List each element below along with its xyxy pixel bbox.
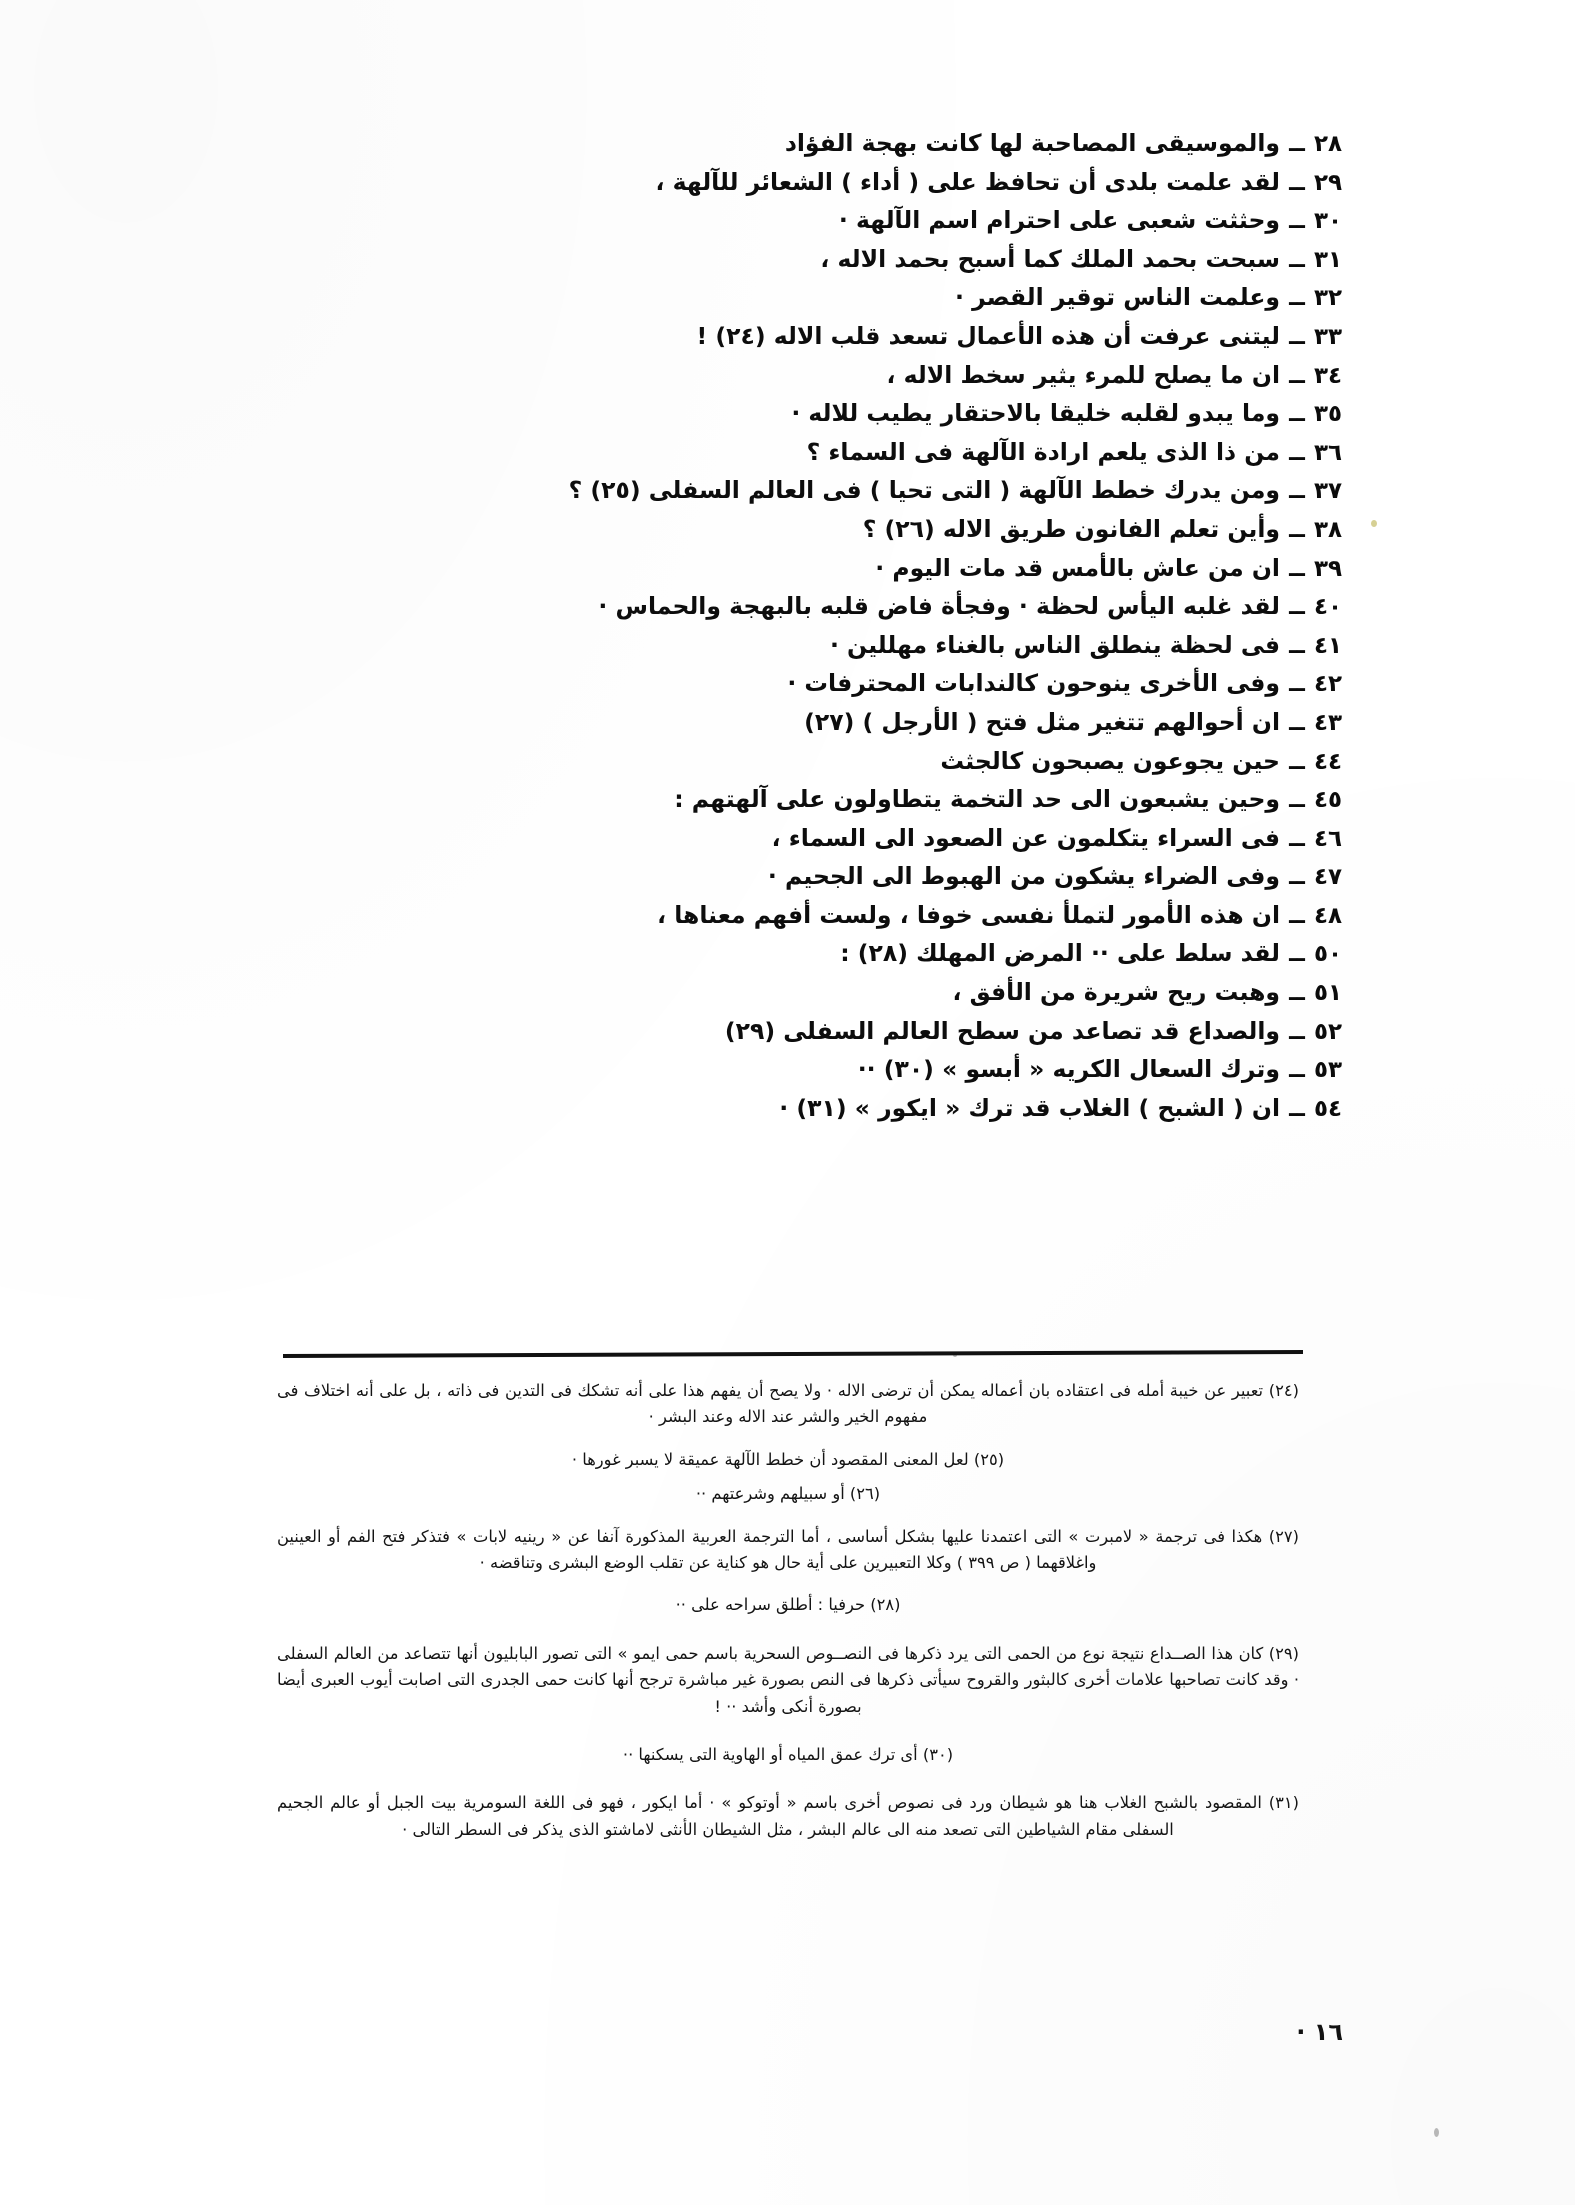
verse-number: ٥٤: [1314, 1095, 1343, 1122]
verse-separator: ــ: [1289, 401, 1305, 428]
verse-separator: ــ: [1289, 748, 1305, 775]
verse-line: [275, 664, 1360, 703]
verse-line: [275, 549, 1360, 588]
footnote-item: (٣٠) أى ترك عمق المياه أو الهاوية التى يسكنها ··: [622, 1744, 954, 1764]
verse-separator: ــ: [1289, 246, 1305, 273]
verse-separator: ــ: [1289, 709, 1305, 736]
verse-number: ٣٦: [1314, 439, 1343, 466]
verse-text: وحين يشبعون الى حد التخمة يتطاولون على آلهتهم :: [674, 785, 1280, 814]
verse-list: [275, 124, 1360, 1127]
verse-line: [275, 857, 1360, 896]
verse-text: وفى الأخرى ينوحون كالندابات المحترفات ·: [787, 669, 1280, 698]
verse-line: [275, 1012, 1360, 1051]
verse-separator: ــ: [1289, 208, 1305, 235]
verse-separator: ــ: [1289, 671, 1305, 698]
verse-separator: ــ: [1289, 941, 1305, 968]
verse-line: [275, 934, 1360, 973]
verse-line: [275, 742, 1360, 781]
verse-line: [275, 356, 1360, 395]
verse-number: ٤٣: [1314, 709, 1343, 736]
verse-text: والصداع قد تصاعد من سطح العالم السفلى (٢٩): [724, 1016, 1280, 1045]
verse-number: ٣٥: [1314, 401, 1343, 428]
verse-line: [275, 1089, 1360, 1128]
verse-number: ٢٩: [1314, 169, 1343, 196]
verse-text: سبحت بحمد الملك كما أسبح بحمد الاله ،: [820, 244, 1280, 273]
verse-text: ان من عاش بالأمس قد مات اليوم ·: [875, 553, 1280, 582]
verse-text: ان ما يصلح للمرء يثير سخط الاله ،: [886, 360, 1280, 389]
verse-separator: ــ: [1289, 632, 1305, 659]
verse-number: ٤٢: [1314, 671, 1343, 698]
verse-line: [275, 780, 1360, 819]
verse-separator: ــ: [1289, 864, 1305, 891]
verse-number: ٤٥: [1314, 787, 1343, 814]
verse-text: ان أحوالهم تتغير مثل فتح ( الأرجل ) (٢٧): [804, 707, 1280, 736]
verse-separator: ــ: [1289, 555, 1305, 582]
verse-line: [275, 394, 1360, 433]
verse-text: ومن يدرك خطط الآلهة ( التى تحيا ) فى العالم السفلى (٢٥) ؟: [568, 476, 1280, 505]
verse-number: ٤٤: [1314, 748, 1343, 775]
verse-separator: ــ: [1289, 439, 1305, 466]
verse-separator: ــ: [1289, 1018, 1305, 1045]
verse-separator: ــ: [1289, 1095, 1305, 1122]
verse-separator: ــ: [1289, 902, 1305, 929]
verse-line: [275, 819, 1360, 858]
footnote-list: [277, 1378, 1299, 1851]
verse-text: لقد سلط على ·· المرض المهلك (٢٨) :: [840, 939, 1280, 968]
verse-separator: ــ: [1289, 362, 1305, 389]
verse-line: [275, 163, 1360, 202]
verse-number: ٤٧: [1314, 864, 1343, 891]
verse-separator: ــ: [1289, 516, 1305, 543]
verse-text: لقد علمت بلدى أن تحافظ على ( أداء ) الشعائر للآلهة ،: [655, 167, 1280, 196]
footnote-item: (٣١) المقصود بالشبح الغلاب هنا هو شيطان ورد فى نصوص أخرى باسم « أوتوكو » · أما ايكور ، فهو فى اللغة السومرية بيت الجبل أو عالم الجحيم السفلى مقام الشياطين التى تصعد منه الى عالم البشر ، مثل الشيطان الأنثى لاماشتو الذى يذكر فى السطر التالى ·: [277, 1793, 1299, 1839]
verse-text: وهبت ريح شريرة من الأفق ،: [952, 978, 1280, 1007]
verse-separator: ــ: [1289, 825, 1305, 852]
verse-number: ٥٠: [1314, 941, 1343, 968]
verse-line: [275, 201, 1360, 240]
verse-line: [275, 471, 1360, 510]
verse-number: ٤٦: [1314, 825, 1343, 852]
footnote-item: (٢٧) هكذا فى ترجمة « لامبرت » التى اعتمدنا عليها بشكل أساسى ، أما الترجمة العربية المذكورة آنفا عن « رينيه لابات » فتذكر فتح الفم أو العينين واغلاقهما ( ص ٣٩٩ ) وكلا التعبيرين على أية حال هو كناية عن تقلب الوضع البشرى وتناقضه ·: [277, 1526, 1299, 1572]
verse-separator: ــ: [1289, 478, 1305, 505]
verse-separator: ــ: [1289, 131, 1305, 157]
verse-text: وترك السعال الكريه « أبسو » (٣٠) ··: [857, 1055, 1280, 1084]
verse-separator: ــ: [1289, 169, 1305, 196]
verse-text: ان ( الشبح ) الغلاب قد ترك « ايكور » (٣١) ·: [779, 1093, 1280, 1122]
verse-number: ٣٢: [1314, 285, 1343, 312]
verse-text: ان هذه الأمور لتملأ نفسى خوفا ، ولست أفهم معناها ،: [657, 900, 1280, 929]
footnote-item: (٢٦) أو سبيلهم وشرعتهم ··: [695, 1484, 881, 1504]
verse-line: [275, 587, 1360, 626]
verse-number: ٣١: [1314, 246, 1343, 273]
verse-number: ٤١: [1314, 632, 1343, 659]
verse-number: ٣٨: [1314, 516, 1343, 543]
verse-line: [275, 433, 1360, 472]
verse-number: ٣٩: [1314, 555, 1343, 582]
verse-separator: ــ: [1289, 980, 1305, 1007]
verse-separator: ــ: [1289, 285, 1305, 312]
verse-separator: ــ: [1289, 323, 1305, 350]
verse-line: [275, 1050, 1360, 1089]
verse-text: وما يبدو لقلبه خليقا بالاحتقار يطيب للاله ·: [791, 399, 1280, 428]
verse-text: حين يجوعون يصبحون كالجثث: [940, 746, 1280, 775]
footnote-item: (٢٥) لعل المعنى المقصود أن خطط الآلهة عميقة لا يسبر غورها ·: [571, 1449, 1005, 1469]
footnote-divider: [283, 1350, 1303, 1358]
verse-text: ليتنى عرفت أن هذه الأعمال تسعد قلب الاله (٢٤) !: [696, 321, 1280, 350]
verse-line: [275, 317, 1360, 356]
footnote-item: (٢٨) حرفيا : أطلق سراحه على ··: [675, 1595, 901, 1615]
verse-number: ٣٤: [1314, 362, 1343, 389]
verse-text: والموسيقى المصاحبة لها كانت بهجة الفؤاد: [784, 129, 1280, 157]
footnote-item: (٢٤) تعبير عن خيبة أمله فى اعتقاده بان أعماله يمكن أن ترضى الاله · ولا يصح أن يفهم هذا على أنه تشكك فى التدين فى ذاته ، بل على أنه اختلاف فى مفهوم الخير والشر عند الاله وعند البشر ·: [277, 1381, 1299, 1427]
verse-number: ٣٧: [1314, 478, 1343, 505]
verse-text: فى لحظة ينطلق الناس بالغناء مهللين ·: [829, 630, 1280, 659]
verse-text: وفى الضراء يشكون من الهبوط الى الجحيم ·: [767, 862, 1280, 891]
verse-line: [275, 278, 1360, 317]
scan-speckle: [1371, 520, 1377, 527]
verse-separator: ــ: [1289, 787, 1305, 814]
footnote-item: (٢٩) كان هذا الصــداع نتيجة نوع من الحمى التى يرد ذكرها فى النصــوص السحرية باسم حمى ايمو » التى تصور البابليون أنها تتصاعد من العالم السفلى · وقد كانت تصاحبها علامات أخرى كالبثور والقروح سيأتى ذكرها فى النص بصورة غير مباشرة ترجح أنها كانت حمى الجدرى التى اصابت أيوب العبرى أيضا بصورة أنكى وأشد ·· !: [277, 1643, 1299, 1716]
verse-line: [275, 896, 1360, 935]
verse-number: ٤٠: [1314, 594, 1343, 621]
verse-number: ٥٣: [1314, 1057, 1343, 1084]
page-number: ١٦ ·: [1296, 2018, 1343, 2046]
verse-number: ٣٣: [1314, 323, 1343, 350]
verse-text: وحثثت شعبى على احترام اسم الآلهة ·: [838, 206, 1280, 235]
verse-separator: ــ: [1289, 594, 1305, 621]
verse-text: وعلمت الناس توقير القصر ·: [955, 283, 1280, 312]
verse-number: ٣٠: [1314, 208, 1343, 235]
verse-number: ٥٢: [1314, 1018, 1343, 1045]
verse-text: من ذا الذى يلعم ارادة الآلهة فى السماء ؟: [806, 437, 1280, 466]
verse-line: [275, 124, 1360, 163]
scan-speckle: [1434, 2128, 1439, 2137]
verse-text: فى السراء يتكلمون عن الصعود الى السماء ،: [771, 823, 1280, 852]
verse-text: وأين تعلم الفانون طريق الاله (٢٦) ؟: [862, 514, 1280, 543]
verse-line: [275, 973, 1360, 1012]
verse-line: [275, 240, 1360, 279]
verse-line: [275, 510, 1360, 549]
verse-number: ٤٨: [1314, 902, 1343, 929]
verse-separator: ــ: [1289, 1057, 1305, 1084]
verse-line: [275, 626, 1360, 665]
verse-line: [275, 703, 1360, 742]
verse-number: ٢٨: [1314, 131, 1343, 157]
verse-text: لقد غلبه اليأس لحظة · وفجأة فاض قلبه بالبهجة والحماس ·: [598, 592, 1280, 621]
verse-number: ٥١: [1314, 980, 1343, 1007]
